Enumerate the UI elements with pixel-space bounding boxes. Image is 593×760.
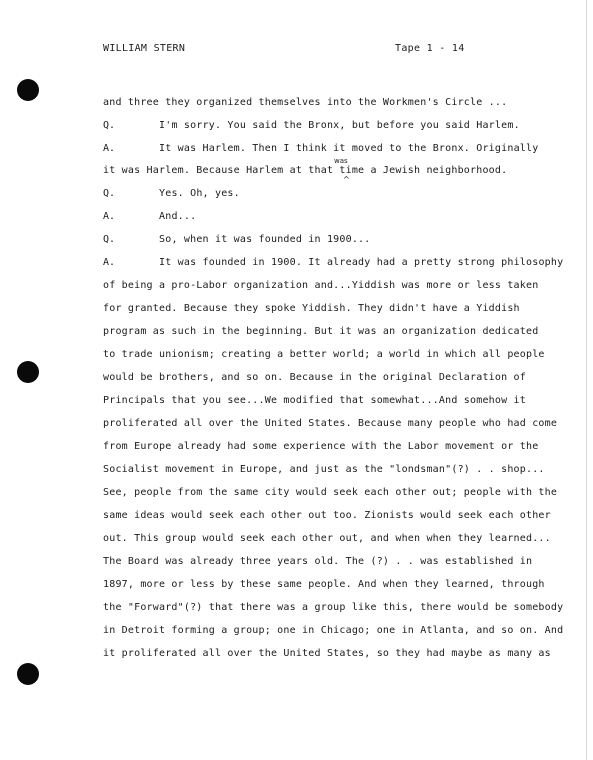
page-edge <box>586 0 587 760</box>
text-line: See, people from the same city would seek each other out; people with the <box>103 487 558 498</box>
text-line: I'm sorry. You said the Bronx, but before you said Harlem. <box>159 120 520 131</box>
text-line: same ideas would seek each other out too. Zionists would seek each other <box>103 510 551 521</box>
text-line: Socialist movement in Europe, and just as the "londsman"(?) . . shop... <box>103 464 545 475</box>
insertion-caret: ^ <box>343 175 350 184</box>
text-line: out. This group would seek each other out, and when when they learned... <box>103 533 551 544</box>
text-line: program as such in the beginning. But it was an organization dedicated <box>103 326 539 337</box>
text-line: Principals that you see...We modified that somewhat...And somehow it <box>103 395 526 406</box>
text-line: in Detroit forming a group; one in Chicago; one in Atlanta, and so on. And <box>103 625 564 636</box>
text-line: it proliferated all over the United States, so they had maybe as many as <box>103 648 551 659</box>
text-line: It was founded in 1900. It already had a pretty strong philosophy <box>159 257 564 268</box>
speaker-label: A. <box>103 257 116 268</box>
text-line: it was Harlem. Because Harlem at that time a Jewish neighborhood. <box>103 165 508 176</box>
header-tape-page: Tape 1 - 14 <box>395 43 465 54</box>
text-line: It was Harlem. Then I think it moved to the Bronx. Originally <box>159 143 539 154</box>
text-line: for granted. Because they spoke Yiddish. They didn't have a Yiddish <box>103 303 520 314</box>
speaker-label: Q. <box>103 188 116 199</box>
speaker-label: Q. <box>103 234 116 245</box>
text-line: So, when it was founded in 1900... <box>159 234 371 245</box>
text-line: to trade unionism; creating a better world; a world in which all people <box>103 349 545 360</box>
text-line: of being a pro-Labor organization and...Yiddish was more or less taken <box>103 280 539 291</box>
text-line: Yes. Oh, yes. <box>159 188 240 199</box>
text-line: would be brothers, and so on. Because in the original Declaration of <box>103 372 526 383</box>
speaker-label: Q. <box>103 120 116 131</box>
text-line: and three they organized themselves into the Workmen's Circle ... <box>103 97 508 108</box>
text-line: 1897, more or less by these same people. And when they learned, through <box>103 579 545 590</box>
text-line: from Europe already had some experience with the Labor movement or the <box>103 441 539 452</box>
speaker-label: A. <box>103 143 116 154</box>
punch-hole-top <box>17 79 39 101</box>
header-interviewee-name: WILLIAM STERN <box>103 43 186 54</box>
text-line: And... <box>159 211 197 222</box>
text-line: the "Forward"(?) that there was a group like this, there would be somebody <box>103 602 564 613</box>
punch-hole-bottom <box>17 663 39 685</box>
handwritten-insertion: was <box>334 157 348 165</box>
text-line: The Board was already three years old. The (?) . . was established in <box>103 556 533 567</box>
speaker-label: A. <box>103 211 116 222</box>
text-line: proliferated all over the United States. Because many people who had come <box>103 418 558 429</box>
punch-hole-middle <box>17 361 39 383</box>
